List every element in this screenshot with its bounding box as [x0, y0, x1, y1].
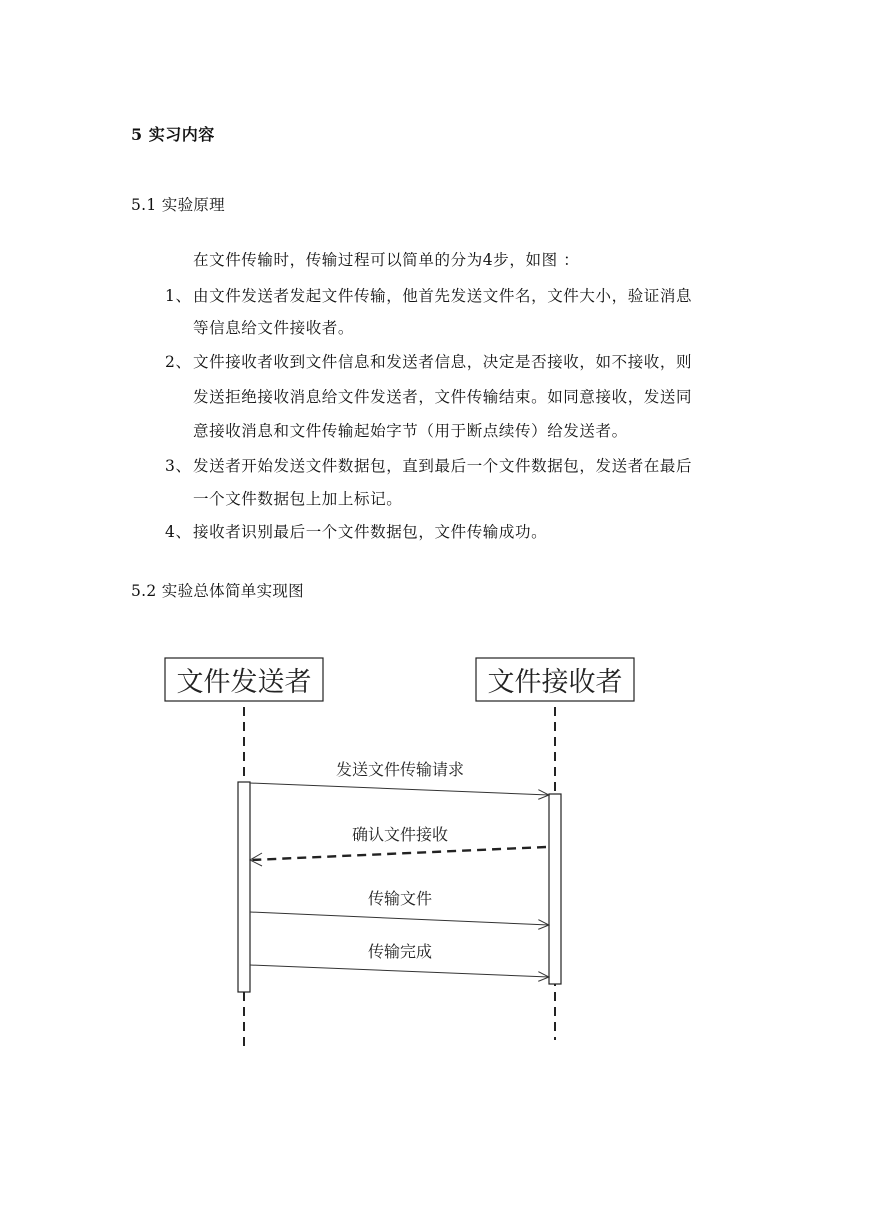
receiver-activation-bar — [549, 794, 561, 984]
intro-paragraph: 在文件传输时，传输过程可以简单的分为4步，如图 ： — [193, 251, 580, 269]
sender-actor — [165, 658, 323, 701]
message-arrow — [250, 965, 549, 977]
message-arrow — [250, 912, 549, 925]
receiver-actor — [476, 658, 634, 701]
step-line: 文件接收者收到文件信息和发送者信息，决定是否接收，如不接收，则 — [193, 353, 693, 371]
step-line: 意接收消息和文件传输起始字节（用于断点续传）给发送者。 — [193, 422, 628, 440]
message-label: 传输文件 — [367, 889, 433, 908]
step-number: 3、 — [165, 457, 192, 475]
step-line: 发送者开始发送文件数据包，直到最后一个文件数据包，发送者在最后 — [193, 457, 693, 475]
message-transfer — [250, 889, 549, 925]
receiver-actor-label: 文件接收者 — [487, 667, 623, 698]
subsection-heading-principle: 5.1 实验原理 — [131, 196, 225, 214]
message-arrow — [250, 783, 549, 795]
message-request — [250, 760, 549, 795]
sender-activation-bar — [238, 782, 250, 992]
step-number: 2、 — [165, 353, 192, 371]
step-number: 4、 — [165, 523, 192, 541]
step-line: 发送拒绝接收消息给文件发送者，文件传输结束。如同意接收，发送同 — [193, 388, 693, 406]
subsection-heading-diagram: 5.2 实验总体简单实现图 — [131, 582, 304, 600]
sender-actor-label: 文件发送者 — [176, 667, 312, 698]
step-number: 1、 — [165, 287, 192, 305]
step-line: 等信息给文件接收者。 — [193, 319, 355, 337]
message-arrow-dashed — [251, 847, 546, 860]
step-line: 接收者识别最后一个文件数据包，文件传输成功。 — [193, 523, 548, 541]
message-complete — [250, 942, 549, 977]
message-confirm — [250, 825, 546, 866]
message-label: 传输完成 — [367, 942, 433, 961]
step-line: 一个文件数据包上加上标记。 — [193, 490, 403, 508]
section-heading: 5 实习内容 — [131, 125, 215, 144]
message-label: 确认文件接收 — [351, 825, 449, 844]
message-label: 发送文件传输请求 — [335, 760, 465, 779]
step-line: 由文件发送者发起文件传输，他首先发送文件名，文件大小，验证消息 — [193, 287, 693, 305]
